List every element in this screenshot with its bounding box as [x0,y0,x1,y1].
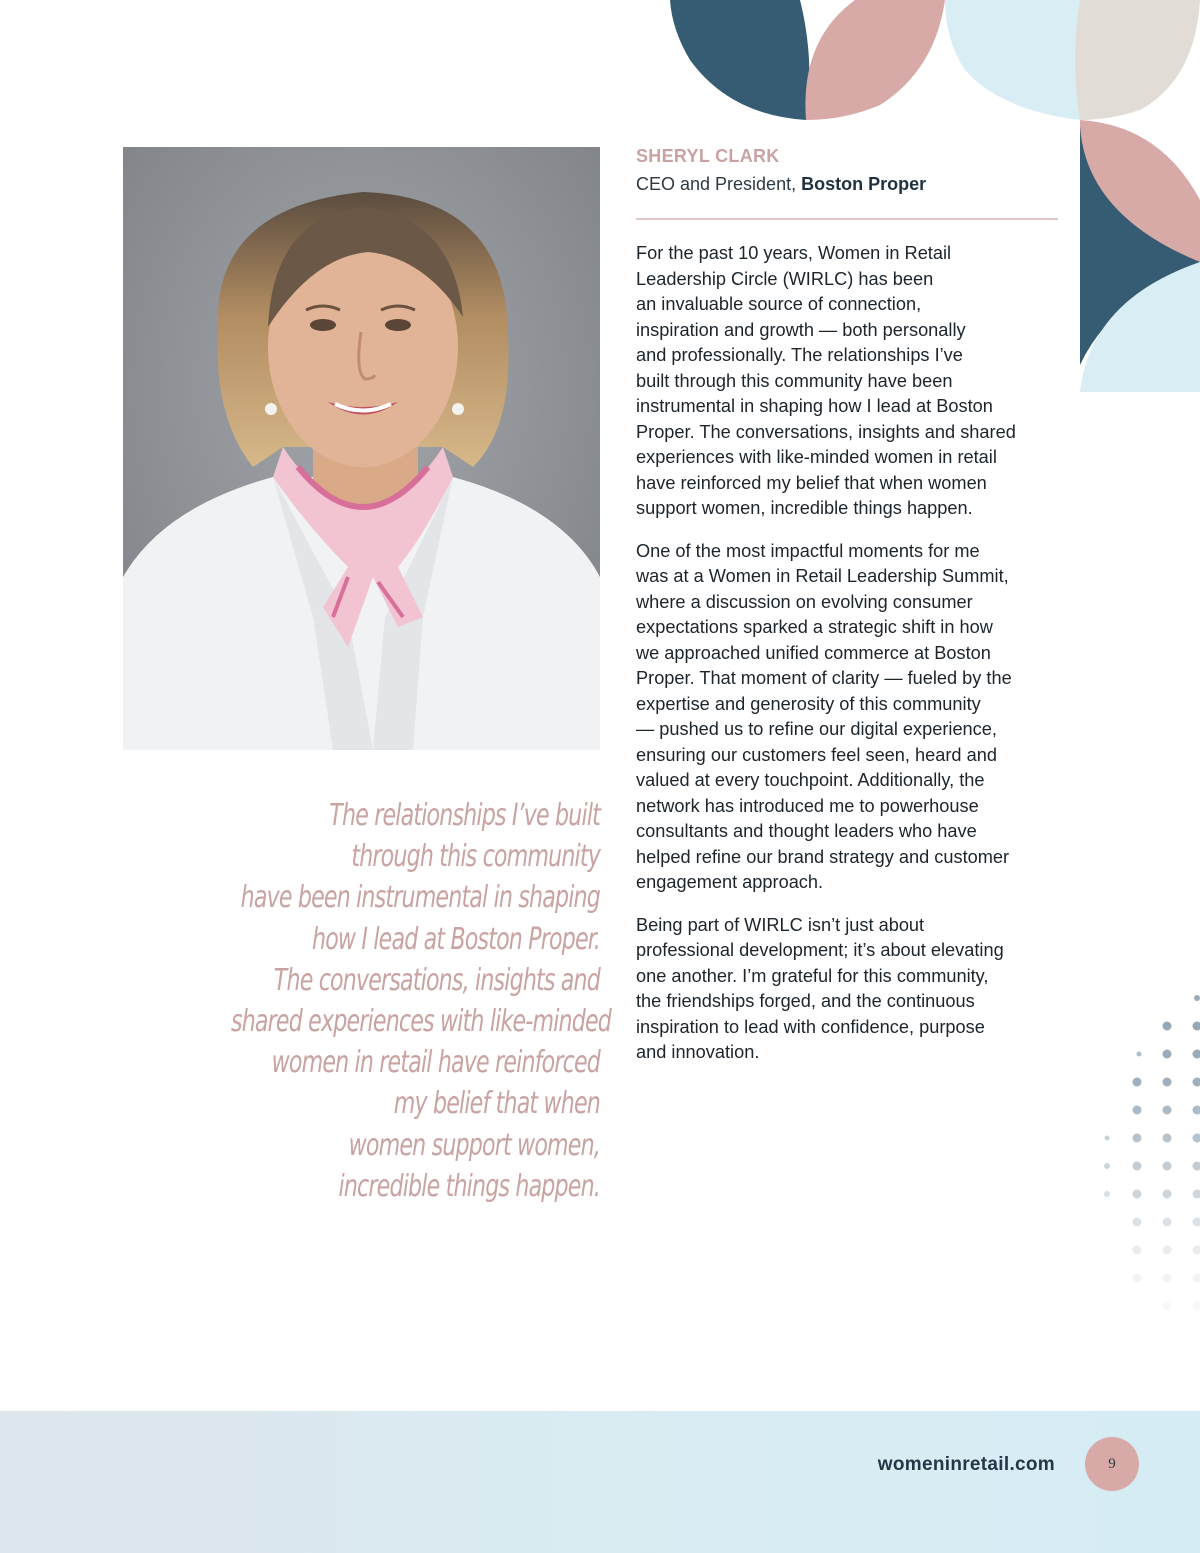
text-line: Proper. The conversations, insights and shared [636,421,1016,442]
role-title: CEO and President, [636,174,802,194]
text-line: network has introduced me to powerhouse [636,795,979,816]
text-line: have reinforced my belief that when women [636,472,987,493]
paragraph [636,913,1076,1066]
text-line: One of the most impactful moments for me [636,540,980,561]
pull-quote [231,795,612,1207]
quote-line: The relationships I’ve built [329,798,600,833]
text-line: the friendships forged, and the continuous [636,991,975,1011]
text-line: ensuring our customers feel seen, heard and [636,744,997,765]
text-line: Proper. That moment of clarity — fueled by the [636,668,1012,688]
text-line: support women, incredible things happen. [636,498,973,518]
text-line: valued at every touchpoint. Additionally, the [636,770,985,790]
profile-header [636,143,1060,220]
quote-line: my belief that when [393,1086,600,1122]
divider [636,218,1058,220]
page-footer [0,1411,1200,1553]
quote-line: women in retail have reinforced [271,1045,600,1081]
text-line: — pushed us to refine our digital experience, [636,719,997,739]
text-line: experiences with like-minded women in retail [636,447,997,467]
text-line: For the past 10 years, Women in Retail [636,243,952,263]
text-line: an invaluable source of connection, [636,294,922,314]
text-line: and professionally. The relationships I’ve [636,345,963,365]
text-line: expectations sparked a strategic shift in how [636,617,993,637]
text-line: where a discussion on evolving consumer [636,591,973,612]
person-name: SHERYL CLARK [636,146,780,166]
lightblue-petal [945,0,1080,120]
text-line: engagement approach. [636,872,824,892]
quote-line: have been instrumental in shaping [240,880,600,916]
quote-line: shared experiences with like-minded [231,1004,612,1040]
rose-petal [805,0,945,120]
quote-line: women support women, [348,1127,600,1163]
quote-line: through this community [351,839,600,875]
company-name: Boston Proper [801,174,927,194]
quote-line: incredible things happen. [338,1168,600,1204]
rose-side-petal [1080,120,1200,262]
text-line: Being part of WIRLC isn’t just about [636,914,925,935]
website-link[interactable]: womeninretail.com [877,1454,1055,1475]
text-line: helped refine our brand strategy and customer [636,846,1010,867]
navy-petal [670,0,809,120]
text-line: and innovation. [636,1042,760,1062]
text-line: professional development; it’s about elevating [636,940,1004,960]
lightblue-side-petal [1080,262,1200,392]
paragraph [636,539,1076,896]
text-line: expertise and generosity of this community [636,693,981,714]
taupe-petal [1075,0,1200,120]
text-line: was at a Women in Retail Leadership Summit, [636,566,1009,586]
text-line: inspiration and growth — both personally [636,319,966,340]
paragraph [636,241,1076,522]
text-line: inspiration to lead with confidence, purpose [636,1016,985,1037]
quote-line: The conversations, insights and [273,962,600,998]
person-role [636,169,1060,199]
dot-grid [1104,995,1200,1311]
article-body [636,241,1076,1083]
text-line: Leadership Circle (WIRLC) has been [636,268,934,289]
quote-line: how I lead at Boston Proper. [312,921,600,957]
text-line: one another. I’m grateful for this community, [636,965,989,986]
text-line: consultants and thought leaders who have [636,821,977,841]
text-line: instrumental in shaping how I lead at Boston [636,396,993,416]
text-line: we approached unified commerce at Boston [636,642,991,663]
portrait-photo [123,147,600,750]
text-line: built through this community have been [636,370,953,391]
page-number-badge: 9 [1085,1437,1139,1491]
navy-side-petal [1080,125,1200,365]
